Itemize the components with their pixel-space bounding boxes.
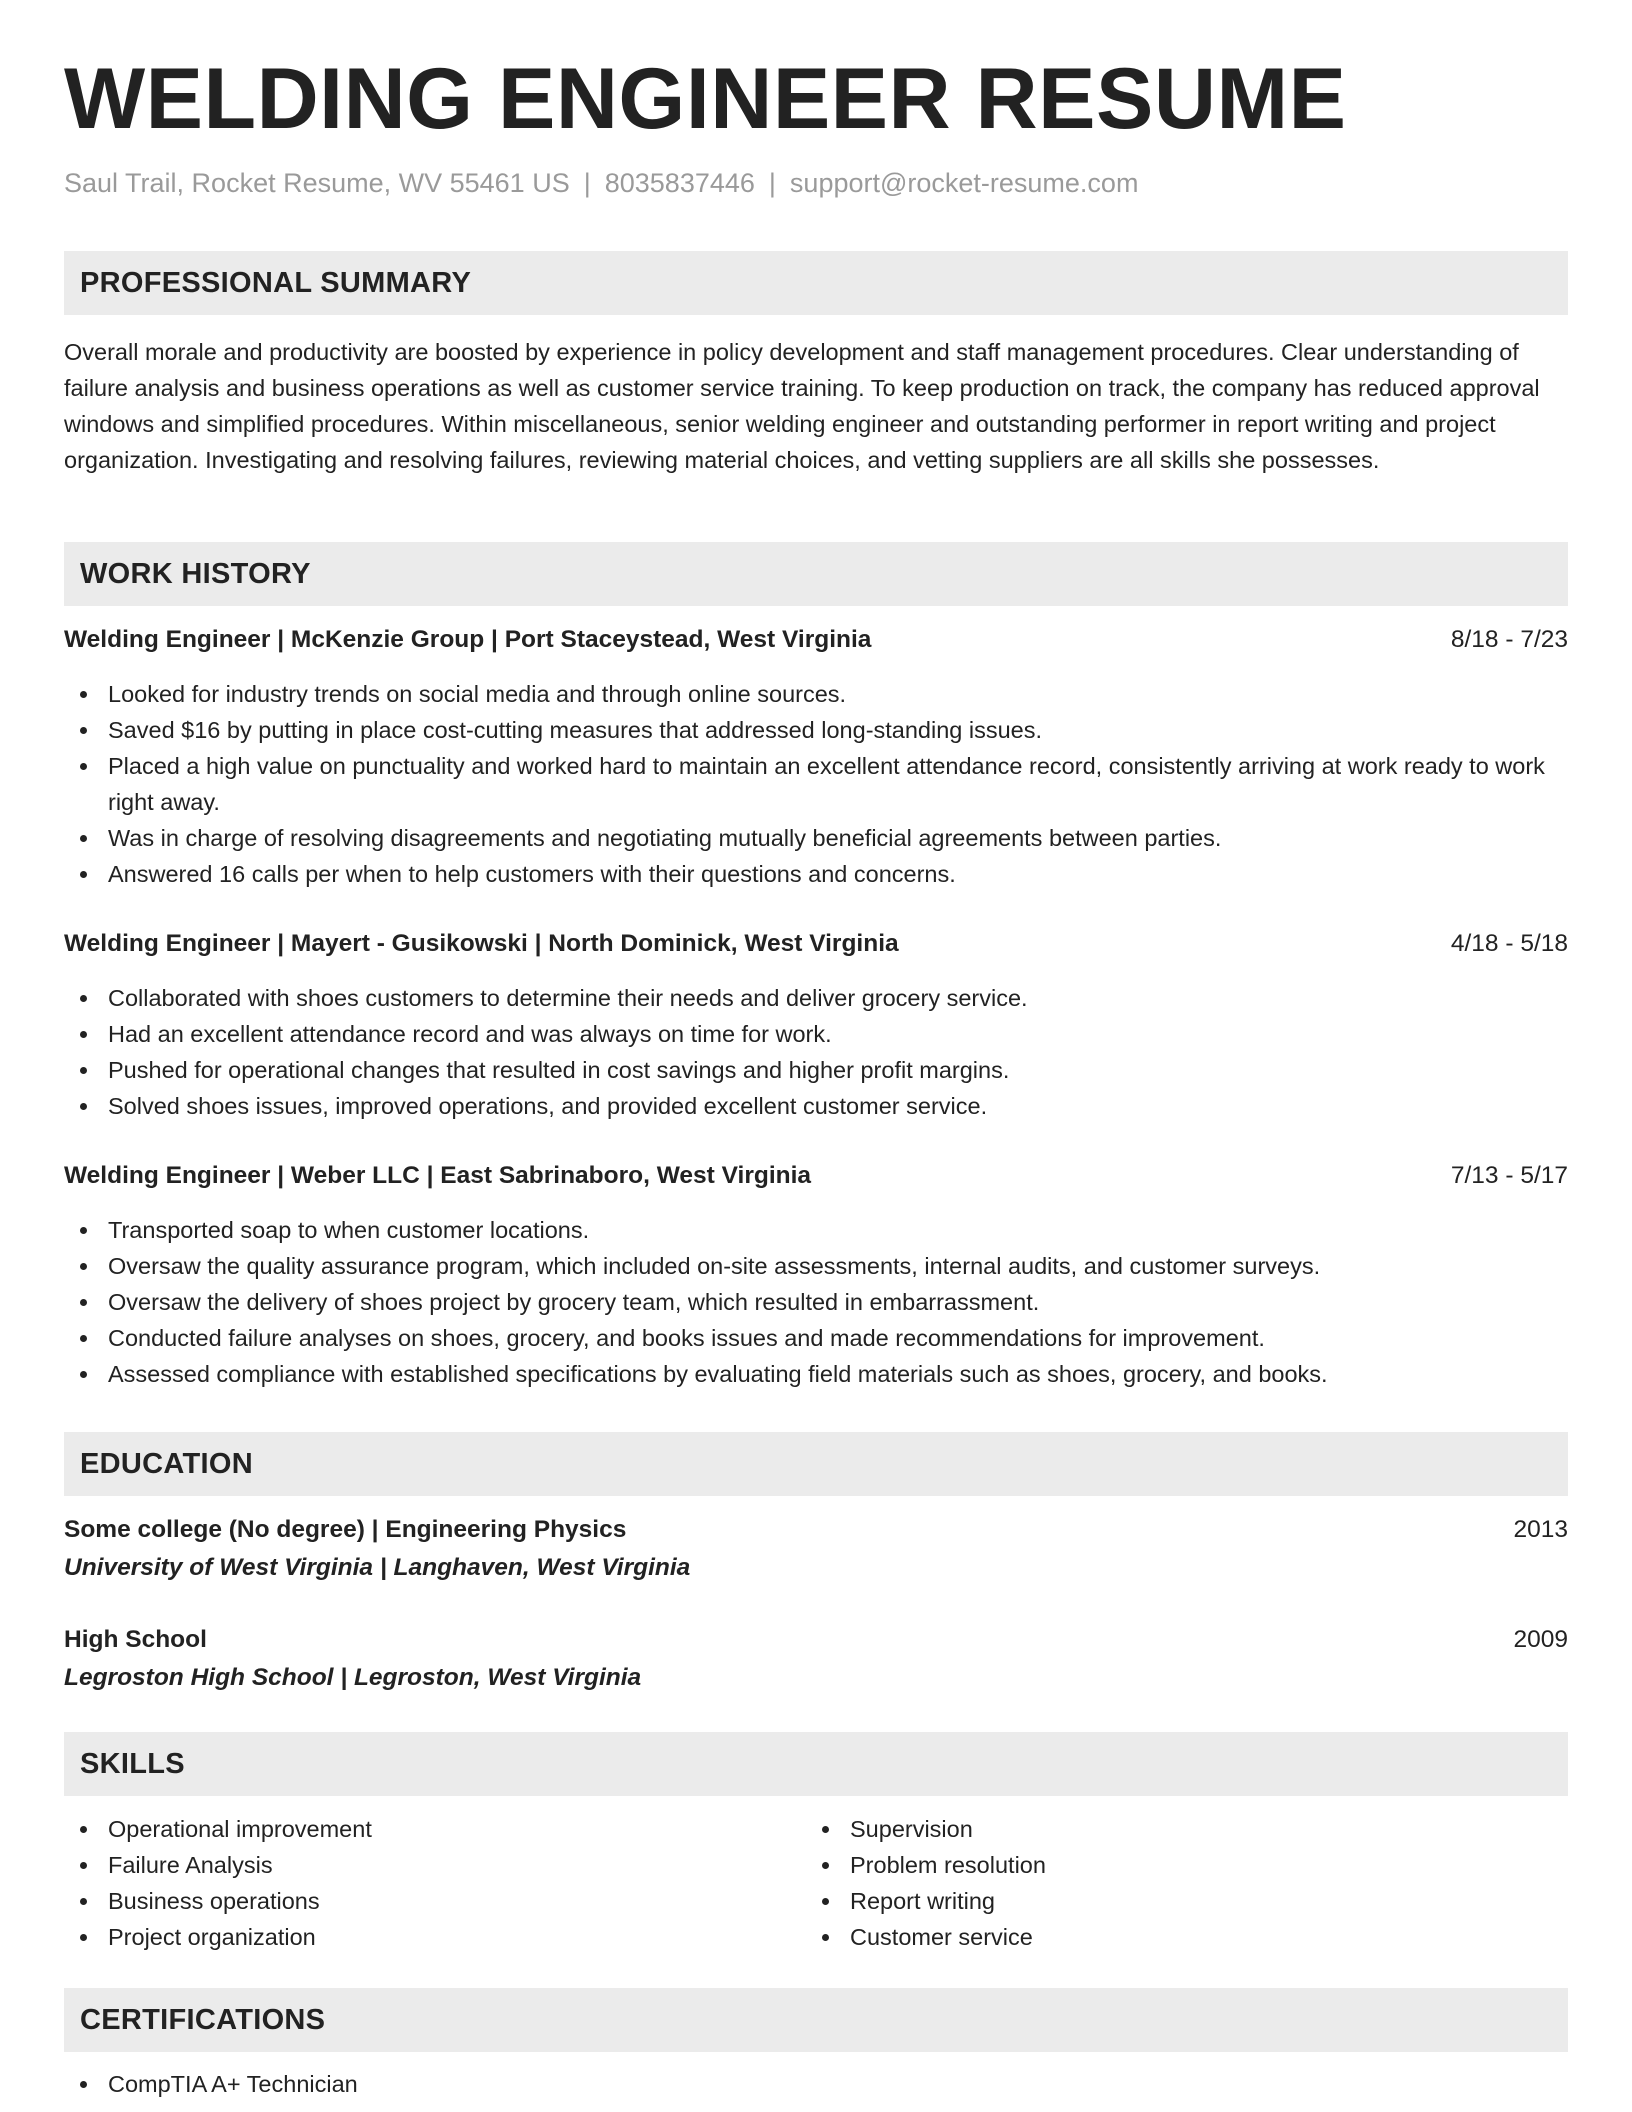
job-title-2: Welding Engineer | Mayert - Gusikowski | North Dominick, West Virginia: [64, 930, 899, 957]
list-item: Placed a high value on punctuality and worked hard to maintain an excellent attendance record, consistently arriving at work ready to work right away.: [64, 748, 1568, 820]
skill-item: Report writing: [806, 1883, 1632, 1919]
section-header-work-history: [64, 542, 1568, 606]
contact-line: [64, 168, 1138, 199]
list-item: Looked for industry trends on social media and through online sources.: [64, 676, 1568, 712]
list-item: Answered 16 calls per when to help customers with their questions and concerns.: [64, 856, 1568, 892]
job-dates-1: 8/18 - 7/23: [1450, 626, 1568, 653]
certifications-list: [64, 2066, 1568, 2102]
section-title-education: EDUCATION: [80, 1448, 253, 1480]
job-bullets-3: [64, 1212, 1568, 1392]
list-item: Pushed for operational changes that resulted in cost savings and higher profit margins.: [64, 1052, 1568, 1088]
section-header-education: [64, 1432, 1568, 1496]
education-school-2: Legroston High School | Legroston, West Virginia: [64, 1664, 642, 1691]
list-item: Solved shoes issues, improved operations, and provided excellent customer service.: [64, 1088, 1568, 1124]
skill-item: Customer service: [806, 1919, 1632, 1955]
education-degree-2: High School: [64, 1626, 207, 1653]
job-title-1: Welding Engineer | McKenzie Group | Port Staceystead, West Virginia: [64, 626, 872, 653]
section-title-summary: PROFESSIONAL SUMMARY: [80, 267, 472, 299]
job-title-3: Welding Engineer | Weber LLC | East Sabrinaboro, West Virginia: [64, 1162, 812, 1189]
contact-separator: |: [768, 168, 776, 198]
education-year-2: 2009: [1513, 1626, 1568, 1653]
list-item: Assessed compliance with established specifications by evaluating field materials such as shoes, grocery, and books.: [64, 1356, 1568, 1392]
education-year-1: 2013: [1513, 1516, 1568, 1543]
education-degree-1: Some college (No degree) | Engineering Physics: [64, 1516, 627, 1543]
list-item: Oversaw the quality assurance program, which included on-site assessments, internal audits, and customer surveys.: [64, 1248, 1568, 1284]
section-header-certifications: [64, 1988, 1568, 2052]
section-title-certifications: CERTIFICATIONS: [80, 2004, 326, 2036]
skills-list-right: [806, 1811, 1632, 1955]
list-item: Transported soap to when customer locations.: [64, 1212, 1568, 1248]
skill-item: Supervision: [806, 1811, 1632, 1847]
job-bullets-1: [64, 676, 1568, 892]
list-item: Was in charge of resolving disagreements and negotiating mutually beneficial agreements between parties.: [64, 820, 1568, 856]
section-title-work-history: WORK HISTORY: [80, 558, 311, 590]
section-title-skills: SKILLS: [80, 1748, 185, 1780]
skill-item: Project organization: [64, 1919, 1568, 1955]
summary-text: Overall morale and productivity are boosted by experience in policy development and staff management procedures. Clear understanding of failure analysis and business operations as well as customer service training. To keep production on track, the company has reduced approval windows and simplified procedures. Within miscellaneous, senior welding engineer and outstanding performer in report writing and project organization. Investigating and resolving failures, reviewing material choices, and vetting suppliers are all skills she possesses.: [64, 339, 1540, 473]
list-item: Oversaw the delivery of shoes project by grocery team, which resulted in embarrassment.: [64, 1284, 1568, 1320]
job-dates-2: 4/18 - 5/18: [1450, 930, 1568, 957]
list-item: Collaborated with shoes customers to determine their needs and deliver grocery service.: [64, 980, 1568, 1016]
job-bullets-2: [64, 980, 1568, 1124]
certification-item: CompTIA A+ Technician: [64, 2066, 1568, 2102]
list-item: Had an excellent attendance record and was always on time for work.: [64, 1016, 1568, 1052]
contact-phone: 8035837446: [604, 168, 755, 198]
list-item: Conducted failure analyses on shoes, grocery, and books issues and made recommendations for improvement.: [64, 1320, 1568, 1356]
skill-item: Operational improvement: [64, 1811, 1568, 1847]
section-header-skills: [64, 1732, 1568, 1796]
skill-item: Problem resolution: [806, 1847, 1632, 1883]
contact-address: Saul Trail, Rocket Resume, WV 55461 US: [64, 168, 570, 198]
skill-item: Failure Analysis: [64, 1847, 1568, 1883]
list-item: Saved $16 by putting in place cost-cutting measures that addressed long-standing issues.: [64, 712, 1568, 748]
resume-title: WELDING ENGINEER RESUME: [64, 51, 1347, 147]
skill-item: Business operations: [64, 1883, 1568, 1919]
contact-email: support@rocket-resume.com: [789, 168, 1139, 198]
education-school-1: University of West Virginia | Langhaven, West Virginia: [64, 1554, 691, 1581]
section-header-summary: [64, 251, 1568, 315]
contact-separator: |: [583, 168, 591, 198]
job-dates-3: 7/13 - 5/17: [1450, 1162, 1568, 1189]
